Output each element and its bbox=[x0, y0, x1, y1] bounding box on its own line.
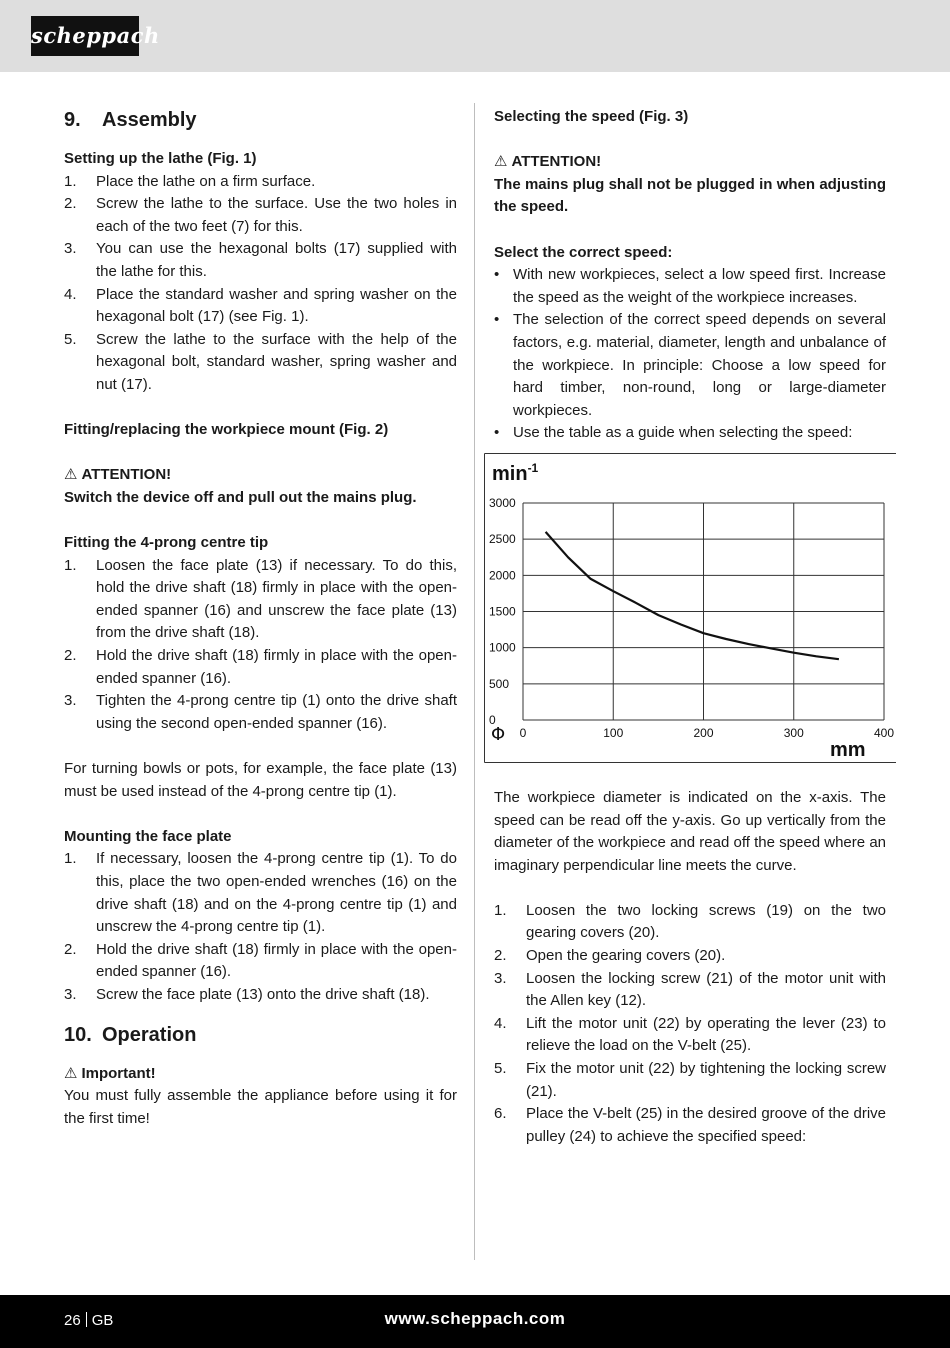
x-tick-label: 100 bbox=[603, 725, 624, 740]
y-tick-label: 1500 bbox=[489, 604, 516, 619]
important-text: You must fully assemble the appliance before using it for the first time! bbox=[64, 1087, 457, 1127]
x-tick-label: 400 bbox=[873, 725, 895, 740]
x-tick-label: 200 bbox=[693, 725, 714, 740]
speed-chart-svg bbox=[484, 453, 896, 763]
y-axis-label-exponent: -1 bbox=[527, 460, 539, 475]
list-item: 3. You can use the hexagonal bolts (17) supplied with the lathe for this. bbox=[64, 240, 457, 280]
column-divider bbox=[474, 103, 475, 1260]
list-item: 2. Screw the lathe to the surface. Use the two holes in each of the two feet (7) for this. bbox=[64, 195, 457, 235]
list-item: 1. Loosen the two locking screws (19) on the two gearing covers (20). bbox=[494, 901, 886, 942]
warning-triangle-icon: ⚠ bbox=[64, 466, 78, 484]
list-item: 1. If necessary, loosen the 4-prong centre tip (1). To do this, place the two open-ended wrenches (16) on the drive shaft (18) and on the 4-prong centre tip (1) and unscrew the 4-prong centre tip (1). bbox=[64, 850, 457, 936]
setup-steps-list bbox=[64, 171, 457, 397]
list-item: 5. Screw the lathe to the surface with the help of the hexagonal bolt, standard washer, spring washer and nut (17). bbox=[64, 330, 457, 393]
y-axis-label: $\min^{-1}$ bbox=[492, 460, 539, 485]
website-url: www.scheppach.com bbox=[384, 1309, 566, 1328]
page-number: 26 GB bbox=[64, 1312, 114, 1329]
list-item: 3. Screw the face plate (13) onto the drive shaft (18). bbox=[64, 985, 430, 1003]
faceplate-steps-list bbox=[64, 848, 457, 1006]
faceplate-heading: Mounting the face plate bbox=[64, 827, 232, 845]
list-item: • With new workpieces, select a low speed first. Increase the speed as the weight of the workpiece increases. bbox=[494, 264, 886, 309]
x-axis-label: mm bbox=[830, 738, 866, 761]
bowls-paragraph: For turning bowls or pots, for example, the face plate (13) must be used instead of the 4-prong centre tip (1). bbox=[64, 760, 457, 800]
x-tick-label: 0 bbox=[519, 725, 527, 740]
y-tick-label: 2500 bbox=[489, 532, 516, 547]
list-item: • The selection of the correct speed depends on several factors, e.g. material, diameter, length and unbalance of the workpiece. In principle: Choose a low speed for hard timber, non-round, long or large-diameter workpieces. bbox=[494, 309, 886, 422]
list-item: 4. Lift the motor unit (22) by operating the lever (23) to relieve the load on the V-belt (25). bbox=[494, 1014, 886, 1055]
y-tick-label: 2000 bbox=[489, 568, 516, 583]
warning-triangle-icon: ⚠ bbox=[64, 1064, 78, 1082]
prong-heading: Fitting the 4-prong centre tip bbox=[64, 534, 269, 552]
important-label: ⚠ Important! bbox=[64, 1063, 457, 1086]
speed-heading: Selecting the speed (Fig. 3) bbox=[494, 108, 689, 125]
list-item: 4. Place the standard washer and spring washer on the hexagonal bolt (17) (see Fig. 1). bbox=[64, 285, 457, 326]
warning-triangle-icon: ⚠ bbox=[494, 153, 508, 171]
attention-label: ⚠ ATTENTION! bbox=[64, 464, 457, 487]
list-item: 3. Loosen the locking screw (21) of the motor unit with the Allen key (12). bbox=[494, 969, 886, 1010]
section-assembly-title: 9. Assembly bbox=[64, 109, 197, 131]
list-item: • Use the table as a guide when selecting the speed: bbox=[494, 422, 886, 445]
attention-text: The mains plug shall not be plugged in when adjusting the speed. bbox=[494, 175, 886, 216]
y-tick-label: 3000 bbox=[489, 495, 516, 510]
speed-chart bbox=[484, 453, 896, 763]
list-item: 1. Place the lathe on a firm surface. bbox=[64, 172, 316, 190]
select-speed-heading: Select the correct speed: bbox=[494, 243, 673, 261]
attention-text: Switch the device off and pull out the mains plug. bbox=[64, 488, 417, 506]
page-footer bbox=[0, 1295, 950, 1348]
axis-description: The workpiece diameter is indicated on the x-axis. The speed can be read off the y-axis. Go up vertically from the diameter of the workpiece and read off the speed where an imaginary perpendicular line meets the curve. bbox=[494, 788, 886, 874]
right-column bbox=[489, 106, 895, 1148]
speed-curve bbox=[546, 532, 839, 659]
x-tick-label: 300 bbox=[783, 725, 804, 740]
prong-steps-list bbox=[64, 555, 457, 736]
section-operation-title: 10. Operation bbox=[64, 1023, 197, 1046]
setup-heading: Setting up the lathe (Fig. 1) bbox=[64, 150, 257, 167]
speed-bullets-list bbox=[494, 264, 886, 445]
scheppach-logo: scheppach bbox=[31, 16, 139, 56]
y-tick-label: 500 bbox=[489, 676, 510, 691]
list-item: 2. Hold the drive shaft (18) firmly in place with the open-ended spanner (16). bbox=[64, 647, 457, 687]
list-item: 2. Hold the drive shaft (18) firmly in place with the open-ended spanner (16). bbox=[64, 940, 457, 981]
fitting-heading: Fitting/replacing the workpiece mount (Fig. 2) bbox=[64, 421, 389, 439]
y-tick-label: 1000 bbox=[489, 640, 516, 655]
left-column bbox=[64, 106, 457, 1130]
belt-steps-list bbox=[494, 900, 886, 1149]
page-header bbox=[0, 0, 950, 72]
attention-label: ⚠ ATTENTION! bbox=[494, 151, 886, 174]
list-item: 6. Place the V-belt (25) in the desired groove of the drive pulley (24) to achieve the specified speed: bbox=[494, 1105, 886, 1145]
y-tick-label: 0 bbox=[489, 712, 496, 727]
list-item: 3. Tighten the 4-prong centre tip (1) onto the drive shaft using the second open-ended spanner (16). bbox=[64, 692, 457, 732]
list-item: 1. Loosen the face plate (13) if necessary. To do this, hold the drive shaft (18) firmly in place with the open-ended spanner (16) and unscrew the face plate (13) from the drive shaft (18). bbox=[64, 556, 457, 642]
list-item: 2. Open the gearing covers (20). bbox=[494, 947, 726, 965]
list-item: 5. Fix the motor unit (22) by tightening the locking screw (21). bbox=[494, 1060, 886, 1100]
diameter-symbol: Φ bbox=[491, 723, 506, 745]
